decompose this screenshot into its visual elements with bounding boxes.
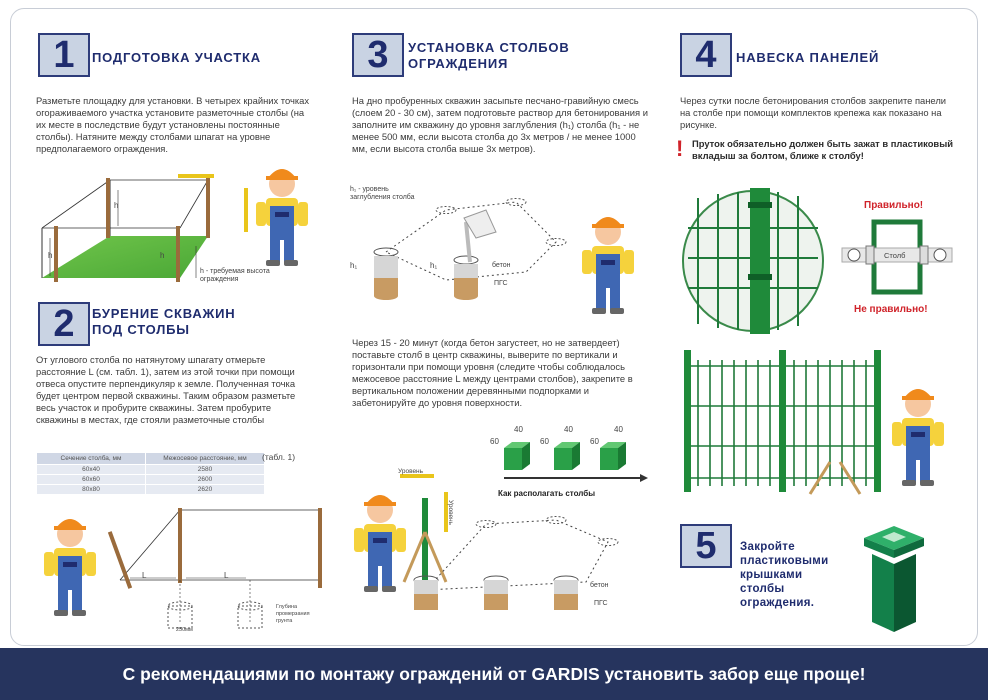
step-4-number: 4 bbox=[680, 33, 732, 77]
post-dim-60-b: 60 bbox=[540, 437, 549, 446]
post-orientation-caption: Как располагать столбы bbox=[498, 489, 596, 498]
h1-note: h₁ - уровень заглубления столба bbox=[350, 186, 415, 201]
warning-icon: ! bbox=[676, 136, 684, 161]
step-5-number: 5 bbox=[680, 524, 732, 568]
step-2-title-line-1: БУРЕНИЕ СКВАЖИН bbox=[92, 306, 236, 321]
h1-label-2: h₁ bbox=[430, 261, 438, 270]
post-cap-icon bbox=[858, 524, 930, 636]
concrete-label-2: бетон bbox=[590, 582, 609, 589]
hole-diameter-label: 250мм bbox=[176, 627, 193, 633]
step-4-text: Через сутки после бетонирования столбов закрепите панели на столбе при помощи комплектов крепежа как показано на рисунке. bbox=[680, 95, 947, 130]
step-4-warning: Пруток обязательно должен быть зажат в пластиковый вкладыш за болтом, ближе к столбу! bbox=[692, 138, 953, 161]
panel-clamp-closeup bbox=[678, 188, 828, 334]
step-1-text: Разметьте площадку для установки. В четырех крайних точках огораживаемого участка установите разметочные столбы (на их месте в последствие будут установлены постоянные столбы). Натяните между столбами шпагат на уровне предполагаемого ограждения. bbox=[36, 95, 310, 154]
table-cell: 2600 bbox=[146, 475, 265, 485]
correct-label: Правильно! bbox=[864, 200, 924, 211]
table-cell: 60х40 bbox=[37, 465, 146, 475]
l-label-2: L bbox=[224, 571, 229, 580]
step-3-number: 3 bbox=[352, 33, 404, 77]
worker-icon bbox=[346, 486, 414, 598]
step-2-text: От углового столба по натянутому шпагату отмерьте расстояние L (см. табл. 1), затем из этой точки при помощи отвеса опустите перпендикуляр к земле. Полученная точка будет центром первой скважины. Таким образом разметьте весь участок и пробурите скважины. Затем пробурите скважины в местах, где стояли разметочные столбы bbox=[36, 354, 296, 425]
step-3-title-line-2: ОГРАЖДЕНИЯ bbox=[408, 56, 509, 71]
gravel-label-1: ПГС bbox=[494, 280, 508, 287]
level-label-horizontal: Уровень bbox=[398, 468, 424, 475]
worker-icon bbox=[574, 208, 642, 320]
table-row bbox=[37, 465, 265, 475]
step-5-text: Закройте пластиковыми крышками столбы ограждения. bbox=[740, 541, 829, 609]
table-header: Межосевое расстояние, мм bbox=[146, 453, 265, 465]
frost-depth-label: Глубина промерзания грунта bbox=[276, 604, 310, 624]
table-caption: (табл. 1) bbox=[262, 452, 296, 462]
table-cell: 2620 bbox=[146, 485, 265, 495]
step-3-text-1: На дно пробуренных скважин засыпьте песчано-гравийную смесь (слоем 20 - 30 см), затем подготовьте раствор для бетонирования и заполните им скважину до уровня заглубления (h₁) столба (h₁ - не менее 500 мм, если высота столба до 3х метров / не менее 1000 мм, если высота столба выше 3х метров). bbox=[352, 95, 648, 154]
footer-banner: С рекомендациями по монтажу ограждений от GARDIS установить забор еще проще! bbox=[0, 648, 988, 700]
table-row bbox=[37, 485, 265, 495]
post-word-correct: Столб bbox=[884, 251, 906, 260]
h-label-2: h bbox=[114, 201, 119, 210]
worker-icon bbox=[36, 510, 104, 622]
worker-icon bbox=[884, 380, 952, 492]
table-cell: 2580 bbox=[146, 465, 265, 475]
installed-panels-illustration bbox=[680, 346, 886, 496]
h1-label-1: h₁ bbox=[350, 261, 358, 270]
table-row bbox=[37, 475, 265, 485]
table-cell: 80х80 bbox=[37, 485, 146, 495]
step-1-number: 1 bbox=[38, 33, 90, 77]
post-dim-40-c: 40 bbox=[614, 425, 623, 434]
worker-icon bbox=[248, 160, 316, 272]
h-label-3: h bbox=[160, 251, 165, 260]
h-label-1: h bbox=[48, 251, 53, 260]
post-dim-60-c: 60 bbox=[590, 437, 599, 446]
step-1-title: ПОДГОТОВКА УЧАСТКА bbox=[92, 50, 261, 65]
table-header: Сечение столба, мм bbox=[37, 453, 146, 465]
post-dim-40-b: 40 bbox=[564, 425, 573, 434]
gravel-label-2: ПГС bbox=[594, 600, 608, 607]
step-2-number: 2 bbox=[38, 302, 90, 346]
incorrect-label: Не правильно! bbox=[854, 304, 928, 315]
step-3-text-2: Через 15 - 20 минут (когда бетон загустеет, но не затвердеет) поставьте столб в центр скважины, выверите по вертикали и горизонтали при помощи уровня (следите чтобы соблюдалось межосевое расстояние L между центрами столбов), закрепите в вертикальном положении деревянными подпорками и забетонируйте до уровня поверхности. bbox=[352, 337, 633, 408]
l-label-1: L bbox=[142, 571, 147, 580]
post-dim-40-a: 40 bbox=[514, 425, 523, 434]
concrete-label-1: бетон bbox=[492, 262, 511, 269]
step-4-title: НАВЕСКА ПАНЕЛЕЙ bbox=[736, 50, 880, 65]
post-dim-60-a: 60 bbox=[490, 437, 499, 446]
step-2-title-line-2: ПОД СТОЛБЫ bbox=[92, 322, 190, 337]
table-cell: 60х60 bbox=[37, 475, 146, 485]
step-3-title-line-1: УСТАНОВКА СТОЛБОВ bbox=[408, 40, 570, 55]
level-label-vertical: Уровень bbox=[447, 500, 454, 526]
post-spacing-table bbox=[36, 452, 265, 495]
h-note: h - требуемая высота ограждения bbox=[200, 268, 270, 283]
